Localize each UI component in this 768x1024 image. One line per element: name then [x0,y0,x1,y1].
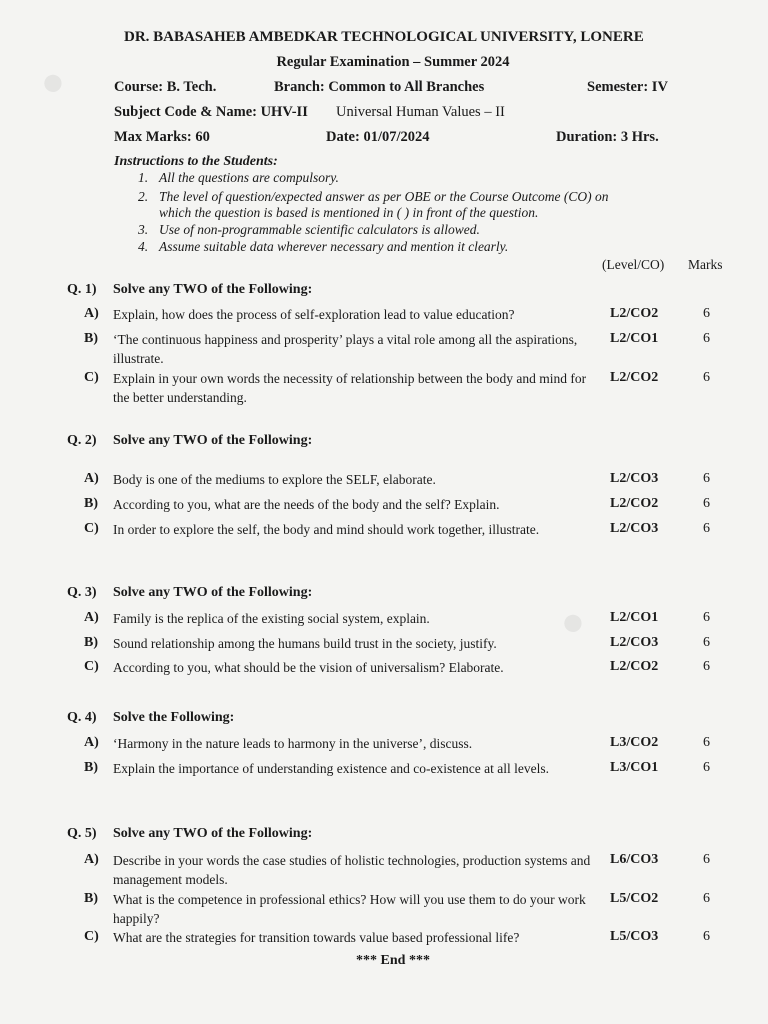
watermark: ● [547,598,596,647]
instruction-text: which the question is based is mentioned in ( ) in front of the question. [159,205,539,220]
part-text: What are the strategies for transition towards value based professional life? [113,930,520,945]
part-label: A) [84,306,99,321]
instructions-title: Instructions to the Students: [114,154,278,169]
part-marks: 6 [703,331,710,346]
part-level: L2/CO3 [610,521,659,536]
exam-date: Date: 01/07/2024 [326,129,430,145]
instruction-number: 2. [138,189,149,204]
part-label: B) [84,760,98,775]
part-level: L6/CO3 [610,852,659,867]
question-title: Solve any TWO of the Following: [113,433,313,448]
part-marks: 6 [703,659,710,674]
branch: Branch: Common to All Branches [274,79,485,95]
part-label: A) [84,471,99,486]
question-number: Q. 2) [67,433,97,448]
marks-header: Marks [688,257,723,272]
part-text: According to you, what should be the vision of universalism? Elaborate. [113,660,504,675]
question-title: Solve the Following: [113,710,235,725]
instruction-number: 3. [138,222,149,237]
question-number: Q. 5) [67,826,97,841]
part-text: ‘The continuous happiness and prosperity’ plays a vital role among all the aspirations, illustrate. [113,332,578,366]
university-name: DR. BABASAHEB AMBEDKAR TECHNOLOGICAL UNIVERSITY, LONERE [124,29,644,45]
part-marks: 6 [703,521,710,536]
part-marks: 6 [703,891,710,906]
part-label: A) [84,735,99,750]
part-text: Explain the importance of understanding existence and co-existence at all levels. [113,761,549,776]
part-level: L3/CO1 [610,760,659,775]
part-level: L2/CO3 [610,635,659,650]
part-level: L2/CO2 [610,306,659,321]
part-marks: 6 [703,635,710,650]
part-level: L2/CO3 [610,471,659,486]
part-text: According to you, what are the needs of the body and the self? Explain. [113,497,500,512]
part-level: L2/CO1 [610,610,659,625]
subject-name: Universal Human Values – II [336,104,505,120]
part-label: B) [84,891,98,906]
part-text: ‘Harmony in the nature leads to harmony in the universe’, discuss. [113,736,473,751]
duration: Duration: 3 Hrs. [556,129,659,145]
part-level: L3/CO2 [610,735,659,750]
course: Course: B. Tech. [114,79,217,95]
part-marks: 6 [703,496,710,511]
part-label: C) [84,929,99,944]
question-title: Solve any TWO of the Following: [113,585,313,600]
part-text: Explain, how does the process of self-exploration lead to value education? [113,307,515,322]
part-marks: 6 [703,471,710,486]
question-number: Q. 1) [67,282,97,297]
instruction-text: All the questions are compulsory. [159,170,339,185]
part-label: B) [84,496,98,511]
exam-title: Regular Examination – Summer 2024 [276,54,510,70]
part-marks: 6 [703,370,710,385]
part-marks: 6 [703,306,710,321]
part-label: B) [84,331,98,346]
part-label: C) [84,521,99,536]
part-text: Body is one of the mediums to explore the SELF, elaborate. [113,472,436,487]
question-title: Solve any TWO of the Following: [113,282,313,297]
part-marks: 6 [703,760,710,775]
part-level: L2/CO2 [610,659,659,674]
instruction-number: 1. [138,170,149,185]
part-label: A) [84,610,99,625]
part-level: L2/CO2 [610,496,659,511]
part-text: Family is the replica of the existing social system, explain. [113,611,430,626]
part-label: C) [84,659,99,674]
part-label: A) [84,852,99,867]
part-text: Describe in your words the case studies of holistic technologies, production systems and management models. [113,853,591,887]
part-label: B) [84,635,98,650]
level-co-header: (Level/CO) [602,257,665,272]
instruction-text: Use of non-programmable scientific calculators is allowed. [159,222,480,237]
part-text: Sound relationship among the humans build trust in the society, justify. [113,636,497,651]
watermark: ● [27,58,76,107]
question-title: Solve any TWO of the Following: [113,826,313,841]
part-label: C) [84,370,99,385]
instruction-number: 4. [138,239,149,254]
part-text: What is the competence in professional ethics? How will you use them to do your work happily? [113,892,586,926]
part-level: L2/CO2 [610,370,659,385]
part-text: Explain in your own words the necessity of relationship between the body and mind for the better understanding. [113,371,587,405]
part-level: L2/CO1 [610,331,659,346]
part-level: L5/CO3 [610,929,659,944]
part-level: L5/CO2 [610,891,659,906]
instruction-text: The level of question/expected answer as per OBE or the Course Outcome (CO) on [159,189,609,204]
part-marks: 6 [703,852,710,867]
max-marks: Max Marks: 60 [114,129,210,145]
question-number: Q. 3) [67,585,97,600]
question-number: Q. 4) [67,710,97,725]
instruction-text: Assume suitable data wherever necessary and mention it clearly. [159,239,509,254]
end-marker: *** End *** [356,953,430,968]
part-marks: 6 [703,929,710,944]
part-text: In order to explore the self, the body and mind should work together, illustrate. [113,522,540,537]
part-marks: 6 [703,735,710,750]
semester: Semester: IV [587,79,668,95]
part-marks: 6 [703,610,710,625]
subject-code: Subject Code & Name: UHV-II [114,104,308,120]
